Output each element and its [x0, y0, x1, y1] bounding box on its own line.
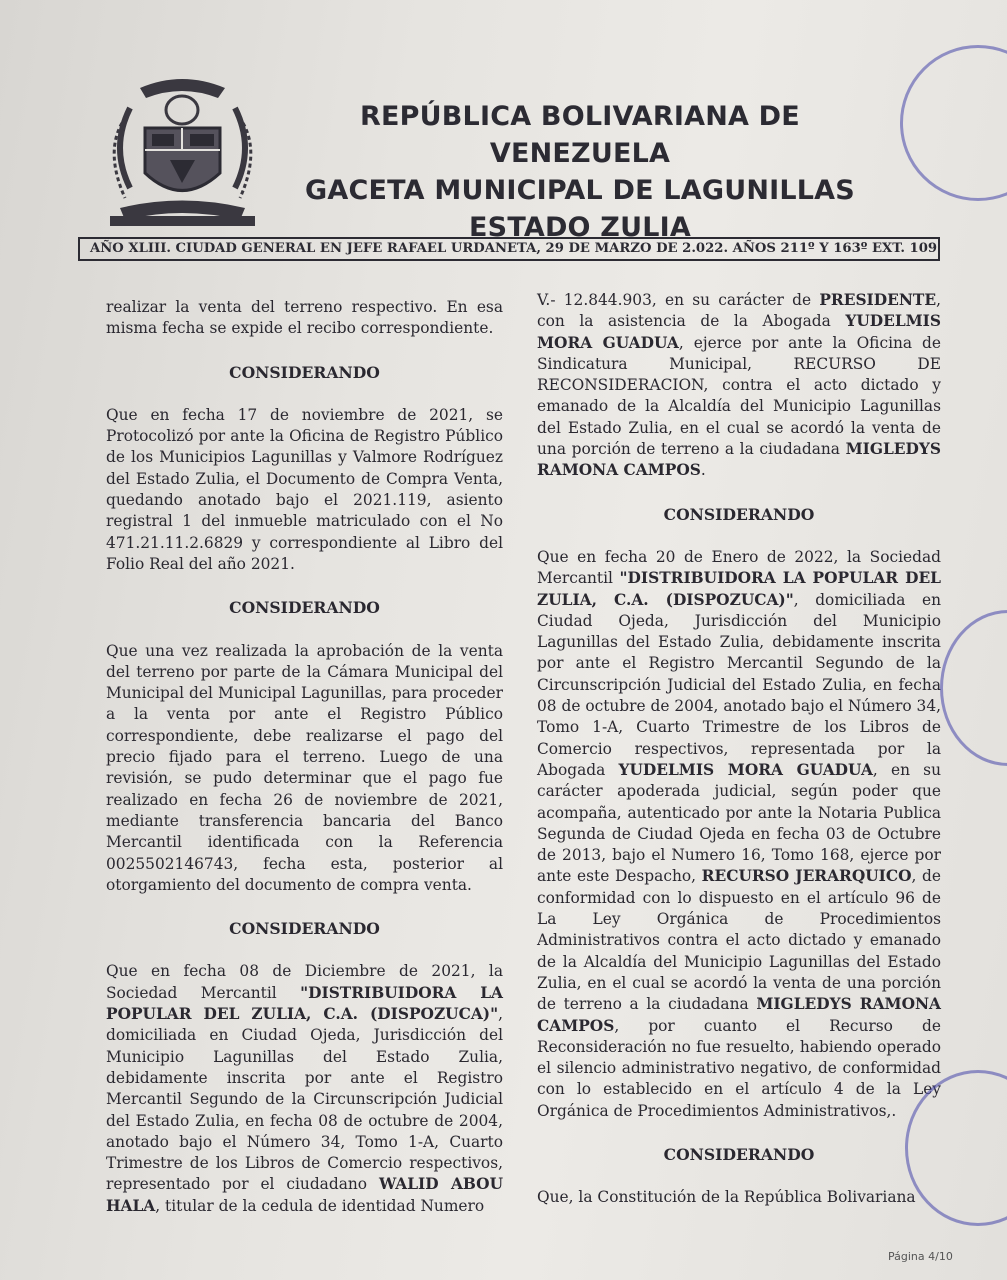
section-heading: CONSIDERANDO [229, 919, 380, 939]
paragraph [537, 290, 941, 482]
issue-info-bar: AÑO XLIII. CIUDAD GENERAL EN JEFE RAFAEL URDANETA, 29 DE MARZO DE 2.022. AÑOS 211º Y 163º EXT. 109 [78, 237, 940, 261]
appeal-type: RECURSO JERARQUICO [701, 867, 912, 886]
left-column [106, 297, 503, 1217]
paragraph: Que en fecha 17 de noviembre de 2021, se Protocolizó por ante la Oficina de Registro Público de los Municipios Lagunillas y Valmore Rodríguez del Estado Zulia, el Documento de Compra Venta, quedando anotado bajo el 2021.119, asiento registral 1 del inmueble matriculado con el No 471.21.11.2.6829 y correspondiente al Libro del Folio Real del año 2021. [106, 405, 503, 573]
person-name: MIGLEDYS RAMONA CAMPOS [537, 995, 941, 1035]
paragraph [106, 961, 503, 1217]
person-name: MIGLEDYS RAMONA CAMPOS [537, 440, 941, 480]
person-name: YUDELMIS MORA GUADUA [618, 760, 873, 779]
text-run: , por cuanto el Recurso de Reconsideración no fue resuelto, habiendo operado el silencio administrativo negativo, de conformidad con lo establecido en el artículo 4 de la Ley Orgánica de Procedimientos Administrativos,. [537, 1016, 941, 1120]
section-heading: CONSIDERANDO [663, 1144, 815, 1164]
header-title-gazette: GACETA MUNICIPAL DE LAGUNILLAS [305, 175, 855, 206]
text-run: , titular de la cedula de identidad Numero [155, 1196, 485, 1215]
text-run: , domiciliada en Ciudad Ojeda, Jurisdicción del Municipio Lagunillas del Estado Zulia, debidamente inscrita por ante el Registro Mercantil Segundo de la Circunscripción Judicial del Estado Zulia, en fecha 08 de octubre de 2004, anotado bajo el Número 34, Tomo 1-A, Cuarto Trimestre de los Libros de Comercio respectivos, representada por la Abogada [537, 590, 942, 779]
role-title: PRESIDENTE [819, 291, 937, 309]
coat-of-arms-emblem [100, 68, 265, 233]
text-run: , de conformidad con lo dispuesto en el artículo 96 de La Ley Orgánica de Procedimientos Administrativos contra el acto dictado y emanado de la Alcaldía del Municipio Lagunillas del Estado Zulia, en el cual se acordó la venta de una porción de terreno a la ciudadana [537, 867, 941, 1014]
header-title-republic: REPÚBLICA BOLIVARIANA DE VENEZUELA [360, 101, 800, 169]
company-name: "DISTRIBUIDORA LA POPULAR DEL ZULIA, C.A. (DISPOZUCA)" [106, 983, 503, 1024]
header-title-state: ESTADO ZULIA [469, 212, 691, 243]
right-column [537, 290, 941, 1209]
company-name: "DISTRIBUIDORA LA POPULAR DEL ZULIA, C.A. (DISPOZUCA)" [537, 569, 941, 609]
gazette-masthead [270, 98, 890, 246]
person-name: WALID ABOU HALA [106, 1175, 504, 1215]
person-name: YUDELMIS MORA GUADUA [537, 312, 941, 352]
text-run: , en su carácter apoderada judicial, según poder que acompaña, autenticado por ante la Notaria Publica Segunda de Ciudad Ojeda en fecha 03 de Octubre de 2013, bajo el Numero 16, Tomo 168, ejerce por ante este Despacho, [537, 760, 941, 886]
municipal-seal-stamp [940, 610, 1007, 766]
paragraph: realizar la venta del terreno respectivo. En esa misma fecha se expide el recibo correspondiente. [106, 298, 503, 338]
section-heading: CONSIDERANDO [229, 598, 380, 618]
section-heading: CONSIDERANDO [663, 504, 815, 524]
text-run: , ejerce por ante la Oficina de Sindicatura Municipal, RECURSO DE RECONSIDERACION, contra el acto dictado y emanado de la Alcaldía del Municipio Lagunillas del Estado Zulia, en el cual se acordó la venta de una porción de terreno a la ciudadana [537, 333, 941, 459]
paragraph [537, 547, 941, 1122]
page-number: Página 4/10 [888, 1250, 953, 1263]
paragraph: Que, la Constitución de la República Bolivariana [537, 1188, 916, 1207]
text-run: Que en fecha 08 de Diciembre de 2021, la Sociedad Mercantil [106, 962, 503, 1002]
text-run: , domiciliada en Ciudad Ojeda, Jurisdicción del Municipio Lagunillas del Estado Zulia, debidamente inscrita por ante el Registro Mercantil Segundo de la Circunscripción Judicial del Estado Zulia, en fecha 08 de octubre de 2004, anotado bajo el Número 34, Tomo 1-A, Cuarto Trimestre de los Libros de Comercio respectivos, representado por el ciudadano [106, 1005, 503, 1194]
paragraph: Que una vez realizada la aprobación de la venta del terreno por parte de la Cámara Municipal del Municipal del Municipal Lagunillas, para proceder a la venta por ante el Registro Público correspondiente, debe realizarse el pago del precio fijado para el terreno. Luego de una revisión, se pudo determinar que el pago fue realizado en fecha 26 de noviembre de 2021, mediante transferencia bancaria del Banco Mercantil identificada con la Referencia 0025502146743, fecha esta, posterior al otorgamiento del documento de compra venta. [106, 641, 503, 894]
text-run: . [700, 461, 706, 480]
text-run: V.- 12.844.903, en su carácter de [537, 291, 820, 309]
text-run: Que en fecha 20 de Enero de 2022, la Sociedad Mercantil [537, 547, 941, 588]
text-run: , con la asistencia de la Abogada [537, 291, 941, 331]
section-heading: CONSIDERANDO [229, 362, 380, 382]
municipal-seal-stamp [900, 45, 1007, 201]
